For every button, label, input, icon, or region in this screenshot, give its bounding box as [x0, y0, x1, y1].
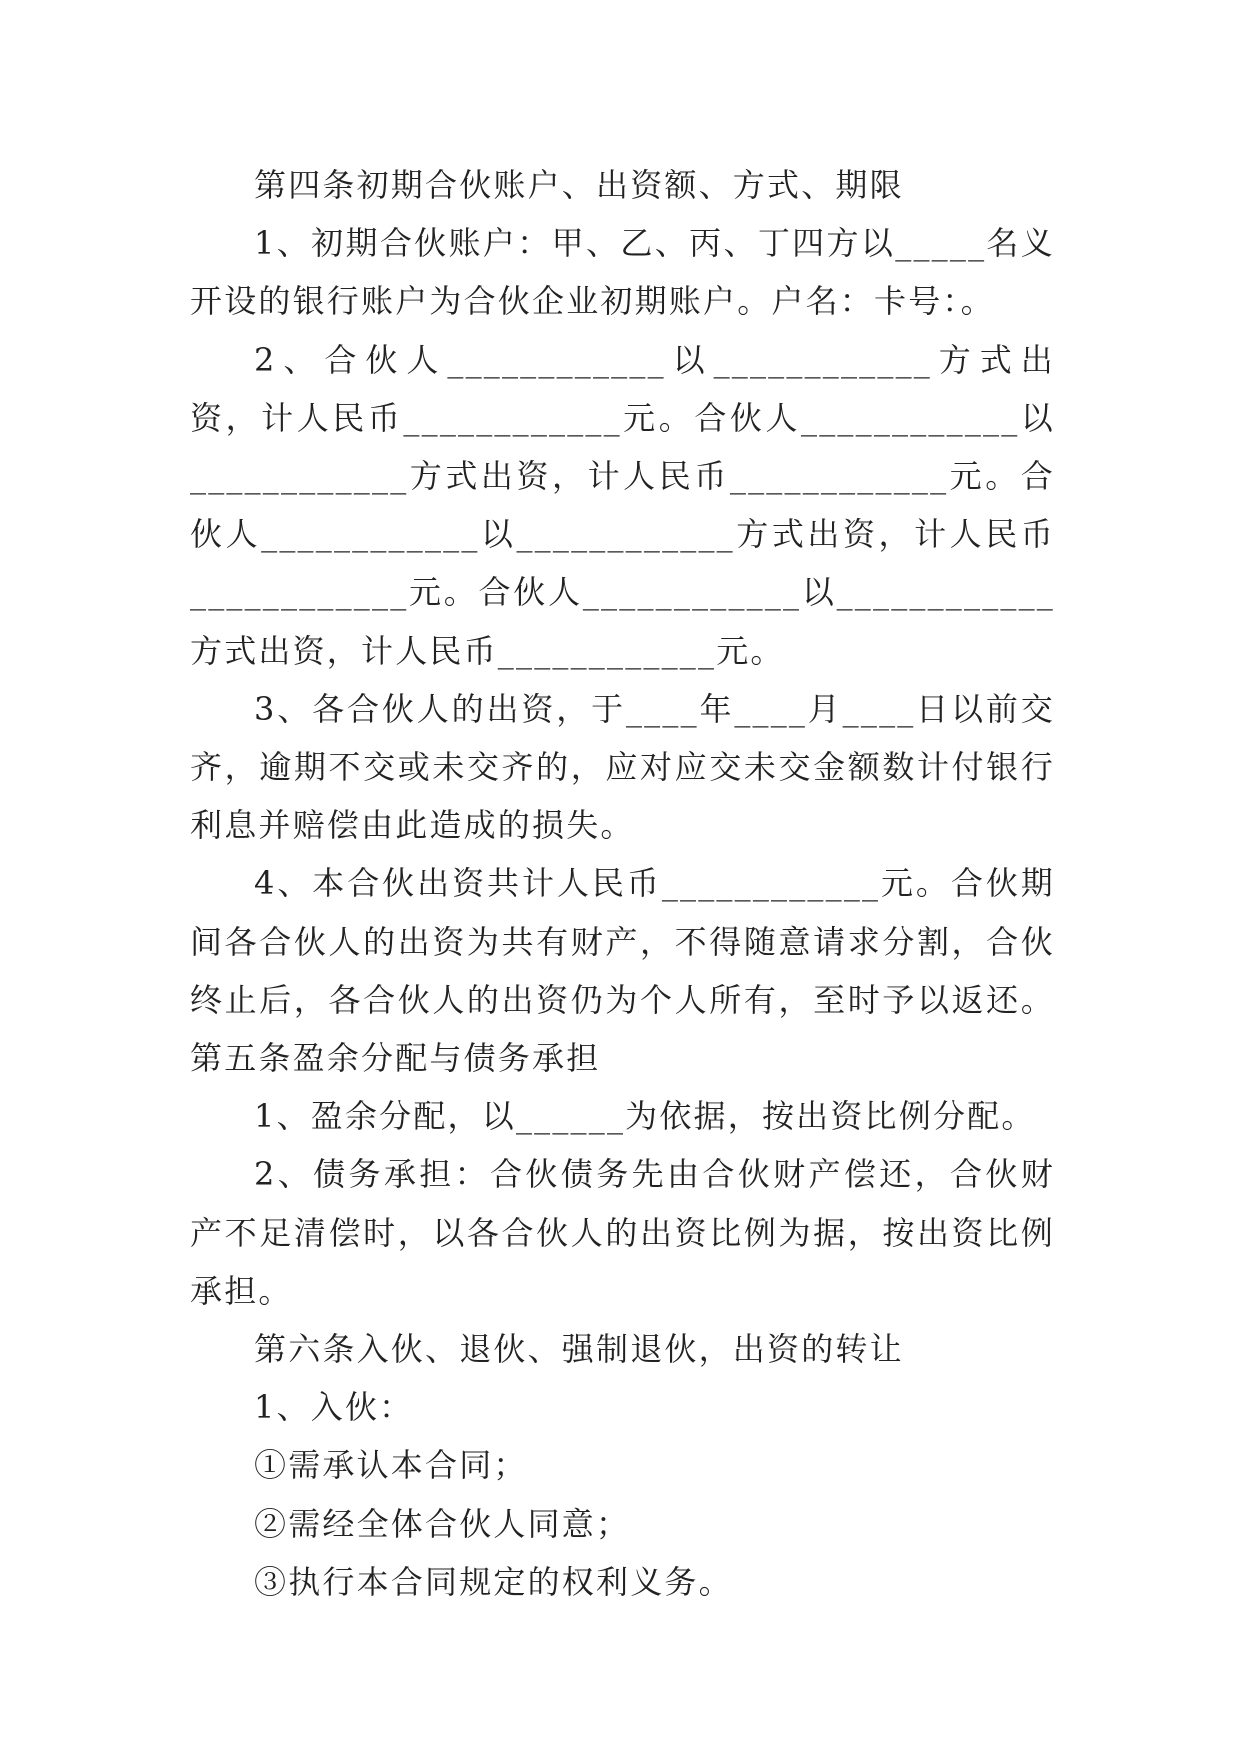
paragraph-initial-account: 1、初期合伙账户：甲、乙、丙、丁四方以_____名义开设的银行账户为合伙企业初期账户。户名：卡号：。 [190, 224, 1055, 321]
paragraph-debt-liability: 2、债务承担：合伙债务先由合伙财产偿还，合伙财产不足清偿时，以各合伙人的出资比例为据，按出资比例承担。 [190, 1155, 1055, 1310]
paragraph-joining: 1、入伙： [254, 1388, 414, 1427]
paragraph-article-4-title: 第四条初期合伙账户、出资额、方式、期限 [254, 166, 904, 204]
paragraph-joining-item-2: ②需经全体合伙人同意； [254, 1504, 631, 1543]
paragraph-payment-deadline: 3、各合伙人的出资，于____年____月____日以前交齐，逾期不交或未交齐的，应对应交未交金额数计付银行利息并赔偿由此造成的损失。 [190, 689, 1055, 845]
paragraph-joining-item-1: ①需承认本合同； [254, 1446, 528, 1485]
paragraph-contributions: 2、合伙人____________以____________方式出资，计人民币____________元。合伙人____________以____________方式出资，计人民币____________元。合伙人____________以____________方式出资，计人民币____________元。合伙人____________以____________方式出资，计人民币____________元。 [190, 340, 1055, 670]
paragraph-profit-distribution: 1、盈余分配，以______为依据，按出资比例分配。 [254, 1097, 1036, 1136]
paragraph-total-contribution: 4、本合伙出资共计人民币____________元。合伙期间各合伙人的出资为共有财产，不得随意请求分割，合伙终止后，各合伙人的出资仍为个人所有，至时予以返还。第五条盈余分配与债务承担 [190, 864, 1055, 1078]
paragraph-article-6-title: 第六条入伙、退伙、强制退伙，出资的转让 [254, 1330, 904, 1369]
document-body [190, 156, 1055, 1611]
paragraph-joining-item-3: ③执行本合同规定的权利义务。 [254, 1562, 733, 1601]
